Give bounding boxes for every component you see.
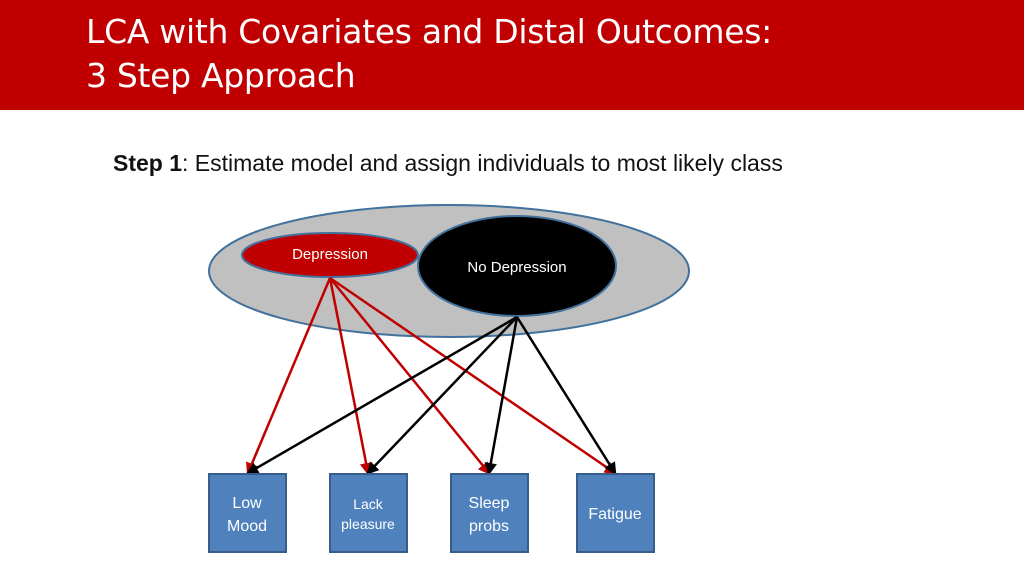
indicator-lack-pleasure-line-1: Lack bbox=[353, 496, 383, 512]
arrow-no-depression-to-lack-pleasure bbox=[368, 317, 517, 473]
indicator-sleep-probs-line-2: probs bbox=[468, 518, 510, 535]
indicator-sleep-probs-line-1: Sleep bbox=[468, 495, 510, 512]
indicator-sleep-probs bbox=[451, 474, 528, 552]
indicator-lack-pleasure-line-2: pleasure bbox=[341, 516, 395, 532]
indicator-lack-pleasure bbox=[330, 474, 407, 552]
indicator-fatigue bbox=[577, 474, 654, 552]
step-description: : Estimate model and assign individuals to most likely class bbox=[182, 150, 783, 176]
indicator-low-mood bbox=[209, 474, 286, 552]
slide-title-line-2: 3 Step Approach bbox=[86, 56, 356, 95]
arrow-no-depression-to-fatigue bbox=[517, 317, 615, 473]
step-label: Step 1 bbox=[113, 150, 183, 176]
indicator-low-mood-line-1: Low bbox=[232, 495, 262, 512]
no-depression-class-label: No Depression bbox=[467, 259, 567, 276]
indicator-low-mood-line-2: Mood bbox=[226, 518, 268, 535]
slide-title-line-1: LCA with Covariates and Distal Outcomes: bbox=[86, 12, 772, 51]
arrow-no-depression-to-low-mood bbox=[248, 317, 517, 473]
indicator-fatigue-line-1: Fatigue bbox=[588, 506, 642, 523]
depression-class-label: Depression bbox=[292, 246, 368, 263]
